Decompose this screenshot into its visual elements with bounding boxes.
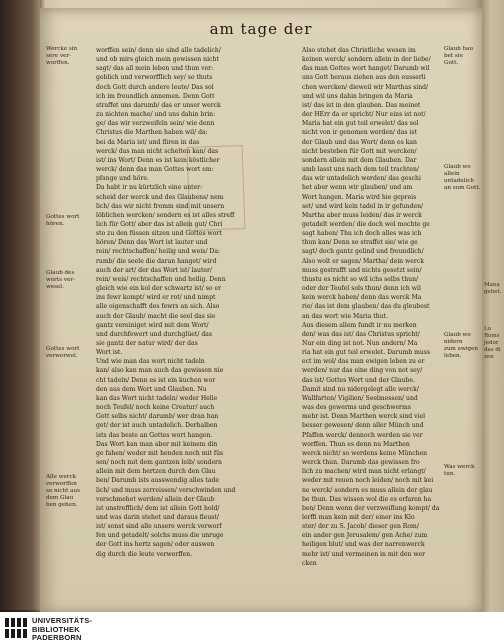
text-line: werden/ nur das eine ding von not sey/ <box>302 367 423 375</box>
margin-note-left-2: Gottes wort hören. <box>46 214 80 227</box>
book-fore-edge <box>0 0 40 610</box>
text-line: hören/ Denn das Wort ist lauter und <box>96 239 208 247</box>
text-line: ster/ der zu S. Jacob/ dieser gen Rom/ <box>302 523 419 531</box>
text-line: zu nichten mache/ und uns dahin brin: <box>96 111 216 119</box>
text-line: Aus diesem allem fundt ir nu merken <box>302 321 417 329</box>
text-line: Das Wort kan man aber mit keinem din <box>96 440 218 448</box>
text-line: ge/ das wir verzweifeln sein/ wie denn <box>96 120 215 128</box>
text-line: Und wie man das wort nicht tadeln <box>96 358 205 366</box>
text-line: sagt/ doch gantz gelind und freundlich/ <box>302 248 424 256</box>
text-line: cken <box>302 559 317 567</box>
text-line: und wil uns dahin bringen da Maria <box>302 92 413 100</box>
margin-note-left-5: Alle werck verworffen so nicht aus dem Glau ben gehen. <box>46 474 80 508</box>
text-line: werck/ denn das man Gottes wort em: <box>96 166 214 174</box>
text-line: straffet uns darumb/ das er unser werck <box>96 101 221 109</box>
text-line: rein/ rechtschaffen/ heilig und weis/ Da: <box>96 248 220 256</box>
text-line: Maria hat ein gut teil erwelet/ das sol <box>302 120 419 128</box>
text-line: scheid der werck und des Glaubens/ nem <box>96 193 224 201</box>
text-column-left <box>96 46 296 559</box>
text-line: thustu es nicht so wil ichs selbs thun/ <box>302 275 419 283</box>
text-line: Also stehet das Christliche wesen im <box>302 47 416 54</box>
text-line: sie gantz der natur wird/ der das <box>96 340 198 347</box>
text-line: geblich und verworfflich sey/ so thuts <box>96 74 213 82</box>
text-line: cht tadeln/ Denn es ist ein kuchen wor <box>96 376 216 384</box>
text-line: allein mit dem hertzen durch den Glau <box>96 468 216 476</box>
adjacent-page-strip <box>482 0 504 612</box>
text-line: an das wort wie Maria thut. <box>302 312 388 320</box>
text-line: ge fahen/ weder mit henden noch mit füs <box>96 449 224 457</box>
margin-note-right-2: Glaub wo allein untadelich an sum Gott. <box>444 164 481 191</box>
text-line: mehr ist. Denn Marthen werck sind viel <box>302 413 426 421</box>
library-logo-icon <box>4 616 28 640</box>
text-line: lich/ das wir nicht fromm sind mit unsern <box>96 202 225 210</box>
text-line: den/ was das ist/ das Christus spricht/ <box>302 330 420 338</box>
text-line: kan/ also kan man auch das gewissen nie <box>96 367 224 375</box>
text-line: worffen sein/ denn sie sind alle tadelich/ <box>96 47 221 54</box>
text-line: ists das beste an Gottes wort hangen. <box>96 431 213 439</box>
text-line: worffen. Thun es denn nu Marthen <box>302 440 410 448</box>
text-line: set/ und wird kein tadel in ir gefunden/ <box>302 202 424 210</box>
text-line: keinen werck/ sondern allein in der liebe/ <box>302 56 431 64</box>
text-line: auch der art/ der das Wort ist/ lauter/ <box>96 266 212 274</box>
text-line: werck/ das man nicht schelten kan/ das <box>96 147 219 155</box>
text-line: ria hat ein gut teil erwelet. Darumb muss <box>302 349 431 357</box>
text-line: bei da Maria ist/ und fliren in das <box>96 138 200 146</box>
margin-note-left-3: Glaub des worts ver- wesel. <box>46 270 75 290</box>
text-line: lich für Gott/ aber das ist allein gut/ Chri <box>96 220 223 228</box>
text-line: sagt/ das all mein leben und thun ver: <box>96 65 214 73</box>
text-line: Pfaffen werck/ dennoch werden sie ver <box>302 431 423 439</box>
text-line: alle eigenschafft des fewrs an sich. Also <box>96 303 220 311</box>
text-line: Damit sind nu nidergelegt alle werck/ <box>302 385 419 393</box>
text-line: Nur ein ding ist not. Nun andern/ Ma <box>302 340 418 347</box>
text-line: was des gewerms und geschwerms <box>302 404 411 412</box>
text-line: umb lasst uns nach dem teil trachten/ <box>302 166 419 174</box>
text-line: und ob mirs gleich mein gewissen nicht <box>96 56 219 64</box>
text-line: nicht von ir genomen werden/ das ist <box>302 129 417 137</box>
text-line: gleich wie ein kol der schwartz ist/ so er <box>96 285 221 293</box>
text-line: doch Gott durch andere leute/ Das sol <box>96 83 214 91</box>
text-line: kan das Wort nicht tadeln/ weder Helle <box>96 394 218 402</box>
text-line: ist/ sonst sind alle unsere werck verworf <box>96 523 222 531</box>
text-line: rumb/ die seele die daran hanget/ wird <box>96 257 217 265</box>
text-line: das ist/ Gottes Wort und der Glaube. <box>302 376 415 384</box>
text-line: rein/ weis/ rechtschaffen und heilig. Denn <box>96 275 226 283</box>
text-line: lich zu machen/ wird man nicht erlangt/ <box>302 468 426 476</box>
text-line: ins fewr kompt/ wird er rot/ und nimpt <box>96 294 216 302</box>
book-page <box>40 8 482 614</box>
text-line: Wort hangen. Maria wird hie gepreis <box>302 193 417 201</box>
text-line: oder der Teufel sols thun/ denn ich wil <box>302 285 421 293</box>
library-footer <box>0 612 504 644</box>
text-line: ne werck/ sondern es muss allein der glau <box>302 486 433 494</box>
text-line: thun kan/ Denn so straffet sie/ wie ge <box>302 239 418 247</box>
text-line: werck nicht/ so werdens keine München <box>302 449 428 457</box>
text-line: und was darin stehet und daraus fleust/ <box>96 513 219 521</box>
text-line: sagt haben/ Thu ich doch alles was ich <box>302 230 422 238</box>
text-line: werck thun. Darumb das gewissen fro <box>302 459 420 467</box>
text-line: kein werck haben/ denn das werck Ma <box>302 294 422 302</box>
margin-note-right-4: Was werck tun. <box>444 464 475 477</box>
margin-note-left-1: Wercke sin sere ver- worffen. <box>46 46 78 66</box>
text-line: muss gestrafft und nichts gesetzt sein/ <box>302 266 422 274</box>
text-line: der Gott ins hertz sagen/ oder auswen <box>96 541 215 549</box>
text-line: sto zu den füssen sitzen und Gottes wort <box>96 230 222 238</box>
text-line: get/ der ist auch untadelich. Derhalben <box>96 422 218 430</box>
text-line: ben/ Denn wenn der verzweiflung kompt/ da <box>302 504 440 512</box>
text-line: pfange und höre. <box>96 175 149 183</box>
text-column-right <box>302 46 442 568</box>
margin-note-right-1: Glaub hau bet sie Gott. <box>444 46 474 66</box>
text-line: ect im wol/ das man ewigen leben zu er <box>302 358 425 366</box>
text-line: dig durch die leute verwerffen. <box>96 550 193 558</box>
text-line: Da habt ir nu kürtzlich eine unter: <box>96 184 203 192</box>
text-line: fen und getadelt/ solchs muss die unruge <box>96 532 224 540</box>
text-line: besser gewesen/ denn aller Münch und <box>302 422 424 430</box>
text-line: heiligen blut/ und was der narrenwerck <box>302 541 425 549</box>
text-line: das wir untadelich werden/ das geschi <box>302 175 421 183</box>
text-line: ben/ Darumb ists ausswendig alles tade <box>96 477 220 485</box>
text-line: Also wolt er sagen/ Martha/ dein werck <box>302 257 424 265</box>
text-line: sondern allein mit dem Glauben. Dar <box>302 156 417 164</box>
text-line: ich im freundlich annemen. Denn Gott <box>96 92 215 100</box>
strip-fragment-2: Lu Roms jedor das di zen <box>484 326 501 360</box>
text-line: nicht besteben für Gott mit wercken/ <box>302 147 417 155</box>
text-line: verschmehet werden/ allein der Glaub <box>96 495 215 503</box>
library-name: UNIVERSITÄTS- BIBLIOTHEK PADERBORN <box>32 616 93 642</box>
text-line: ist unstrefflich/ dem ist allein Gott hold/ <box>96 504 220 512</box>
text-line: mehr ist/ und vermeinen in mit den wer <box>302 550 426 558</box>
text-line: weder mit reuen noch leiden/ noch mit kei <box>302 477 434 485</box>
text-line: Wort ist. <box>96 349 123 357</box>
text-line: Christus die Marthen haben wil/ da: <box>96 129 208 137</box>
text-line: Wallfarten/ Vigilien/ Seelmessen/ und <box>302 394 418 402</box>
text-line: het aber wenn wir glauben/ und am <box>302 184 413 192</box>
text-line: be thun. Das wissen wol die es erfaren ha <box>302 495 432 503</box>
text-line: rie/ das ist dem glauben/ das du gleubest <box>302 303 430 311</box>
text-line: ist/ ins Wort/ Denn es ist kein köstlicher <box>96 156 220 164</box>
text-line: chen wercken/ dieweil wir Marthas sind/ <box>302 83 429 91</box>
margin-note-left-4: Gottes wort verwerwel. <box>46 346 80 359</box>
text-line: gantz vereiniget wird mit dem Wort/ <box>96 321 209 329</box>
text-line: löblichen wercken/ sondern es ist alles streff <box>96 211 235 219</box>
text-line: noch Teufel/ noch keine Creatur/ auch <box>96 404 215 412</box>
strip-fragment-1: Mana gebet. <box>484 282 502 295</box>
text-line: ein ander gen Jerusalem/ gen Ache/ zum <box>302 532 428 540</box>
running-head: am tage der <box>209 20 313 38</box>
text-line: auch der Glaub/ macht die seel das sie <box>96 312 216 320</box>
text-line: lich/ und muss zerreissen/ verschwinden und <box>96 486 236 494</box>
text-line: das man Gottes wort hanget/ Darumb wil <box>302 65 430 73</box>
text-line: Gott selbs nicht/ darumb/ wer dran han <box>96 413 219 421</box>
text-line: der Glaub und das Wort/ denn es kan <box>302 138 417 146</box>
text-line: uns Gott heraus ziehen aus den eusserli <box>302 74 426 82</box>
text-line: sen/ noch mit dem gantzen leib/ sondern <box>96 459 222 467</box>
text-line: den aus dem Wort und Glauben. Nu <box>96 385 207 393</box>
text-line: und durchfewert und durchglüet/ das <box>96 330 212 338</box>
text-line: Martha aber muss leiden/ das ir werck <box>302 211 422 219</box>
margin-note-right-3: Glaub wo nidern zum ewigen leben. <box>444 332 479 359</box>
text-line: getadelt werden/ die doch wol mochte ge <box>302 220 430 228</box>
text-line: lerffi man kein mit der/ einer ins Klo <box>302 513 415 521</box>
text-line: ist/ das ist in den glauben. Das meinet <box>302 101 421 109</box>
text-line: der HErr da er spricht/ Nur eins ist not/ <box>302 111 426 119</box>
